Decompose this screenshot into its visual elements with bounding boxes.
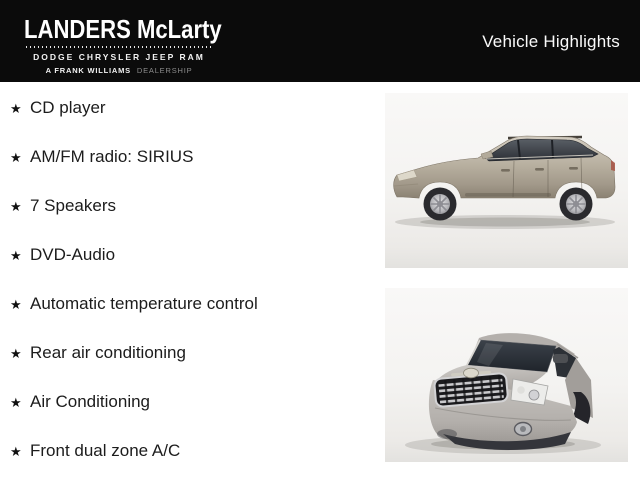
dealership-tagline-light: DEALERSHIP bbox=[136, 66, 193, 75]
star-icon: ★ bbox=[10, 199, 22, 214]
star-icon: ★ bbox=[10, 101, 22, 116]
feature-item bbox=[10, 244, 258, 265]
star-icon: ★ bbox=[10, 150, 22, 165]
vehicle-photo-side bbox=[385, 93, 628, 268]
feature-label: Air Conditioning bbox=[30, 392, 151, 411]
feature-label: CD player bbox=[30, 98, 106, 117]
vehicle-photo-front bbox=[385, 288, 628, 462]
feature-label: AM/FM radio: SIRIUS bbox=[30, 147, 194, 166]
feature-item bbox=[10, 293, 258, 314]
feature-item bbox=[10, 195, 258, 216]
feature-list bbox=[10, 97, 258, 480]
feature-label: 7 Speakers bbox=[30, 196, 116, 215]
star-icon: ★ bbox=[10, 395, 22, 410]
feature-item bbox=[10, 391, 258, 412]
feature-item bbox=[10, 440, 258, 461]
feature-item bbox=[10, 97, 258, 118]
dealership-tagline-bold: A FRANK WILLIAMS bbox=[45, 66, 131, 75]
dealership-brands: DODGE CHRYSLER JEEP RAM bbox=[33, 52, 205, 62]
feature-item bbox=[10, 146, 258, 167]
star-icon: ★ bbox=[10, 297, 22, 312]
feature-label: DVD-Audio bbox=[30, 245, 116, 264]
star-icon: ★ bbox=[10, 248, 22, 263]
header-bar bbox=[0, 0, 640, 82]
dealership-name: LANDERS McLarty bbox=[24, 14, 222, 44]
page-title: Vehicle Highlights bbox=[482, 32, 620, 51]
feature-label: Rear air conditioning bbox=[30, 343, 186, 362]
star-icon: ★ bbox=[10, 346, 22, 361]
logo-dotted-divider bbox=[26, 46, 212, 48]
car-front-illustration bbox=[385, 288, 628, 462]
feature-label: Front dual zone A/C bbox=[30, 441, 181, 460]
feature-item bbox=[10, 342, 258, 363]
feature-label: Automatic temperature control bbox=[30, 294, 258, 313]
car-side-illustration bbox=[385, 93, 628, 268]
star-icon: ★ bbox=[10, 444, 22, 459]
dealership-logo bbox=[24, 14, 222, 75]
dealership-tagline bbox=[24, 66, 214, 75]
